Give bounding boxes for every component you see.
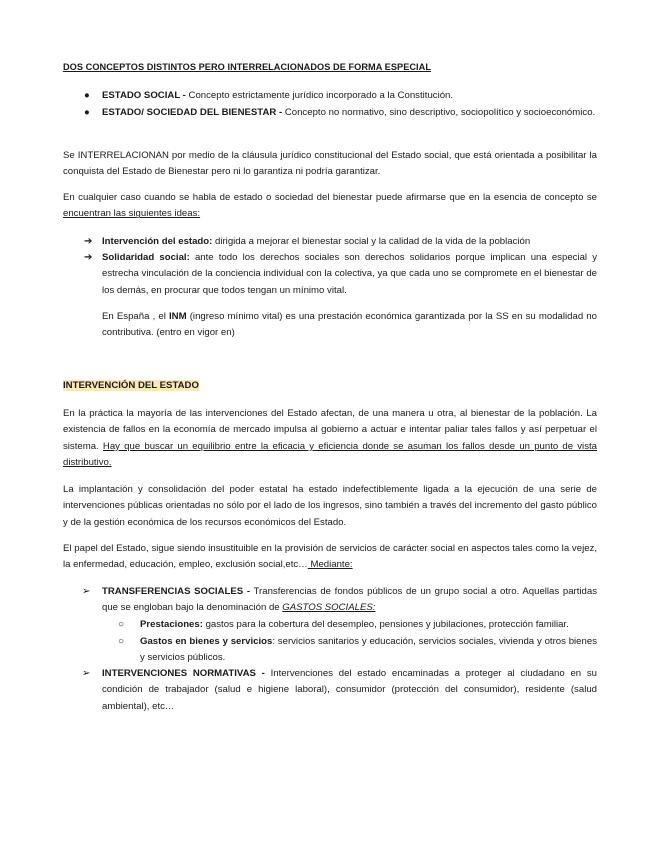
arrow-icon: ➔: [84, 236, 93, 247]
triangle-bullet-icon: ➢: [82, 668, 91, 679]
item-transferencias: TRANSFERENCIAS SOCIALES - Transferencias de fondos públicos de un grupo social a otro. Aquellas partidas que se engloban bajo la denominación de GASTOS SOCIALES:: [102, 586, 597, 614]
paragraph-papel: El papel del Estado, sigue siendo insustituible en la provisión de servicios de carácter social en aspectos tales como la vejez, la enfermedad, educación, empleo, exclusión social,etc… Mediante:: [63, 543, 597, 571]
concept-estado-bienestar: ESTADO/ SOCIEDAD DEL BIENESTAR - Concepto no normativo, sino descriptivo, sociopolítico y socioeconómico.: [102, 107, 596, 118]
gasto-prestaciones: Prestaciones: gastos para la cobertura del desempleo, pensiones y jubilaciones, protección familiar.: [140, 619, 569, 630]
item-normativas: INTERVENCIONES NORMATIVAS - Intervenciones del estado encaminadas a proteger al ciudadano en su condición de trabajador (salud e higiene laboral), consumidor (protección del consumidor), residente (salud ambiental), etc…: [102, 668, 597, 712]
paragraph-inm: En España , el INM (ingreso mínimo vital) es una prestación económica garantizada por la SS en su modalidad no contributiva. (entro en vigor en): [102, 311, 597, 339]
circle-bullet-icon: ○: [118, 619, 125, 630]
idea-intervencion: Intervención del estado: dirigida a mejorar el bienestar social y la calidad de la vida de la población: [102, 236, 531, 247]
section-title: INTERVENCIÓN DEL ESTADO: [63, 380, 199, 391]
circle-bullet-icon: ○: [118, 636, 125, 647]
arrow-icon: ➔: [84, 252, 93, 263]
bullet-dot-icon: ●: [84, 107, 90, 118]
triangle-bullet-icon: ➢: [82, 586, 91, 597]
page-title: DOS CONCEPTOS DISTINTOS PERO INTERRELACIONADOS DE FORMA ESPECIAL: [63, 62, 432, 72]
idea-solidaridad: Solidaridad social: ante todo los derechos sociales son derechos solidarios porque implican una especial y estrecha vinculación de la conciencia individual con la colectiva, ya que cada uno se compromete en el bienestar de los demás, en procurar que todos tengan un mínimo vital.: [102, 252, 597, 296]
gasto-bienes-servicios: Gastos en bienes y servicios: servicios sanitarios y educación, servicios sociales, vivienda y otros bienes y servicios públicos.: [140, 636, 597, 664]
concept-estado-social: ESTADO SOCIAL - Concepto estrictamente jurídico incorporado a la Constitución.: [102, 90, 454, 101]
bullet-dot-icon: ●: [84, 90, 90, 101]
paragraph-implantacion: La implantación y consolidación del poder estatal ha estado indefectiblemente ligada a la ejecución de una serie de intervenciones públicas orientadas no sólo por el lado de los ingresos, sino también a través del incremento del gasto público y de la gestión económica de los recursos económicos del Estado.: [63, 484, 597, 528]
paragraph-interrelacionan: Se INTERRELACIONAN por medio de la cláusula jurídico constitucional del Estado social, que está orientada a posibilitar la conquista del Estado de Bienestar pero ni lo garantiza ni podría garantizar.: [63, 150, 597, 178]
paragraph-practica: En la práctica la mayoría de las intervenciones del Estado afectan, de una manera u otra, al bienestar de la población. La existencia de fallos en la economía de mercado impulsa al gobierno a actuar e intentar paliar tales fallos y así perpetuar el sistema. Hay que buscar un equilibrio entre la eficacia y eficiencia donde se asuman los fallos desde un punto de vista distributivo.: [63, 408, 597, 469]
paragraph-ideas: En cualquier caso cuando se habla de estado o sociedad del bienestar puede afirmarse que en la esencia de concepto se encuentran las siguientes ideas:: [63, 192, 597, 220]
